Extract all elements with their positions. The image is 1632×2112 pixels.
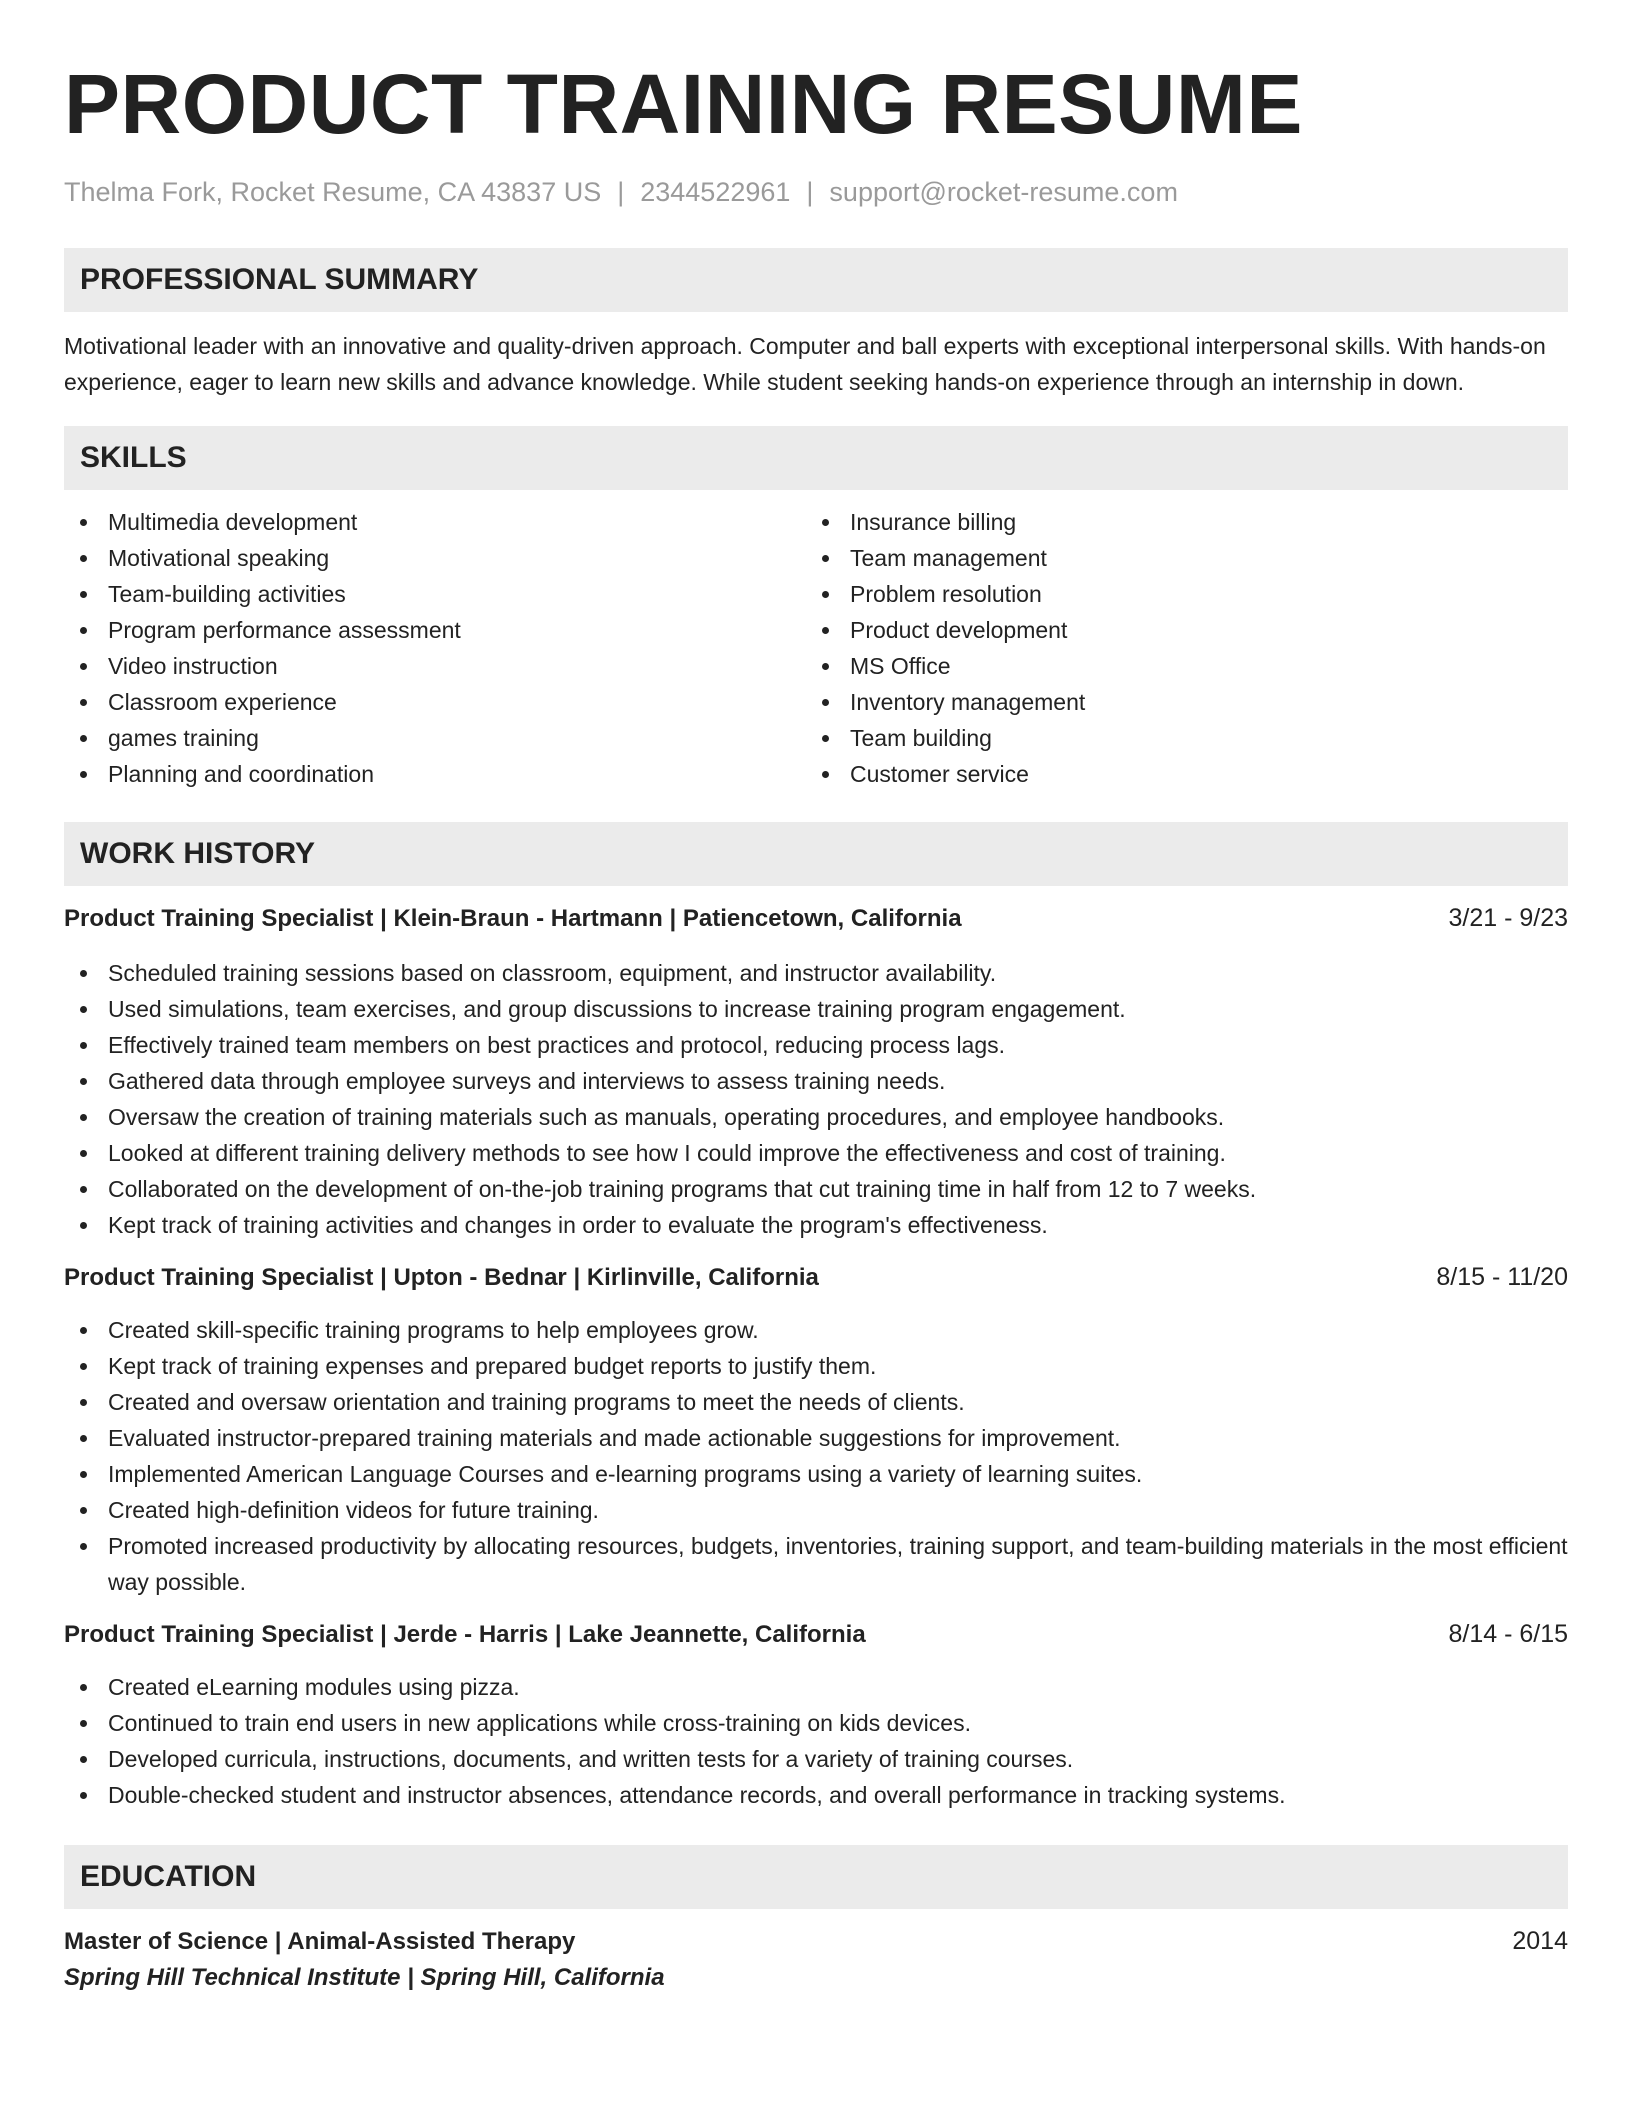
job-entry <box>64 1259 1568 1600</box>
job-bullet: Created high-definition videos for future training. <box>64 1492 1568 1528</box>
skill-item: Planning and coordination <box>64 756 806 792</box>
skill-item: Motivational speaking <box>64 540 806 576</box>
skill-item: Product development <box>806 612 1548 648</box>
job-bullet: Double-checked student and instructor absences, attendance records, and overall performance in tracking systems. <box>64 1777 1568 1813</box>
resume-page <box>64 0 1568 1996</box>
job-bullet: Gathered data through employee surveys and interviews to assess training needs. <box>64 1063 1568 1099</box>
skill-item: games training <box>64 720 806 756</box>
skill-item: Inventory management <box>806 684 1548 720</box>
contact-email: support@rocket-resume.com <box>829 177 1178 207</box>
job-bullet: Kept track of training activities and changes in order to evaluate the program's effectiveness. <box>64 1207 1568 1243</box>
job-dates: 8/14 - 6/15 <box>1448 1620 1568 1648</box>
job-header <box>64 1259 1568 1296</box>
job-bullet: Oversaw the creation of training materials such as manuals, operating procedures, and employee handbooks. <box>64 1099 1568 1135</box>
job-bullets <box>64 1312 1568 1600</box>
job-bullet: Created skill-specific training programs to help employees grow. <box>64 1312 1568 1348</box>
job-bullet: Created and oversaw orientation and training programs to meet the needs of clients. <box>64 1384 1568 1420</box>
section-header-education <box>64 1845 1568 1909</box>
skill-item: MS Office <box>806 648 1548 684</box>
skill-item: Team management <box>806 540 1548 576</box>
skill-item: Video instruction <box>64 648 806 684</box>
education-year: 2014 <box>1512 1927 1568 1955</box>
skill-item: Program performance assessment <box>64 612 806 648</box>
job-bullet: Implemented American Language Courses and e-learning programs using a variety of learning suites. <box>64 1456 1568 1492</box>
section-title: EDUCATION <box>80 1860 257 1893</box>
job-dates: 3/21 - 9/23 <box>1448 904 1568 932</box>
education-degree: Master of Science | Animal-Assisted Therapy <box>64 1928 576 1955</box>
skill-item: Team-building activities <box>64 576 806 612</box>
job-bullet: Created eLearning modules using pizza. <box>64 1669 1568 1705</box>
job-bullet: Used simulations, team exercises, and group discussions to increase training program engagement. <box>64 991 1568 1027</box>
job-title: Product Training Specialist | Jerde - Harris | Lake Jeannette, California <box>64 1621 866 1648</box>
section-header-skills <box>64 426 1568 490</box>
job-bullet: Continued to train end users in new applications while cross-training on kids devices. <box>64 1705 1568 1741</box>
skill-item: Customer service <box>806 756 1548 792</box>
summary-text: Motivational leader with an innovative and quality-driven approach. Computer and ball experts with exceptional interpersonal skills. With hands-on experience, eager to learn new skills and advance knowledge. While student seeking hands-on experience through an internship in down. <box>64 333 1546 395</box>
contact-separator: | <box>617 177 625 207</box>
job-bullet: Effectively trained team members on best practices and protocol, reducing process lags. <box>64 1027 1568 1063</box>
skills-list-left <box>64 504 806 792</box>
section-title: PROFESSIONAL SUMMARY <box>80 263 479 296</box>
skill-item: Classroom experience <box>64 684 806 720</box>
skills-columns <box>64 504 1568 792</box>
job-title: Product Training Specialist | Klein-Braun - Hartmann | Patiencetown, California <box>64 905 962 932</box>
section-title: WORK HISTORY <box>80 837 316 870</box>
skill-item: Multimedia development <box>64 504 806 540</box>
section-title: SKILLS <box>80 441 187 474</box>
job-header <box>64 900 1568 937</box>
education-header <box>64 1923 1568 1960</box>
contact-phone: 2344522961 <box>640 177 791 207</box>
job-bullets <box>64 955 1568 1243</box>
education-school: Spring Hill Technical Institute | Spring Hill, California <box>64 1964 665 1991</box>
job-bullet: Looked at different training delivery methods to see how I could improve the effectiveness and cost of training. <box>64 1135 1568 1171</box>
contact-address: Thelma Fork, Rocket Resume, CA 43837 US <box>64 177 602 207</box>
job-bullet: Promoted increased productivity by allocating resources, budgets, inventories, training support, and team-building materials in the most efficient way possible. <box>64 1528 1568 1600</box>
job-title: Product Training Specialist | Upton - Bednar | Kirlinville, California <box>64 1264 819 1291</box>
section-header-summary <box>64 248 1568 312</box>
skill-item: Problem resolution <box>806 576 1548 612</box>
contact-line <box>64 174 1568 210</box>
skills-list-right <box>806 504 1548 792</box>
education-entry <box>64 1923 1568 1996</box>
job-header <box>64 1616 1568 1653</box>
skill-item: Insurance billing <box>806 504 1548 540</box>
resume-title: PRODUCT TRAINING RESUME <box>64 57 1303 151</box>
contact-separator: | <box>806 177 814 207</box>
job-bullet: Developed curricula, instructions, documents, and written tests for a variety of training courses. <box>64 1741 1568 1777</box>
job-dates: 8/15 - 11/20 <box>1436 1263 1568 1291</box>
job-bullet: Scheduled training sessions based on classroom, equipment, and instructor availability. <box>64 955 1568 991</box>
section-header-work <box>64 822 1568 886</box>
job-bullet: Kept track of training expenses and prepared budget reports to justify them. <box>64 1348 1568 1384</box>
job-entry <box>64 1616 1568 1813</box>
job-bullet: Evaluated instructor-prepared training materials and made actionable suggestions for improvement. <box>64 1420 1568 1456</box>
job-bullet: Collaborated on the development of on-the-job training programs that cut training time in half from 12 to 7 weeks. <box>64 1171 1568 1207</box>
job-bullets <box>64 1669 1568 1813</box>
skill-item: Team building <box>806 720 1548 756</box>
job-entry <box>64 900 1568 1243</box>
